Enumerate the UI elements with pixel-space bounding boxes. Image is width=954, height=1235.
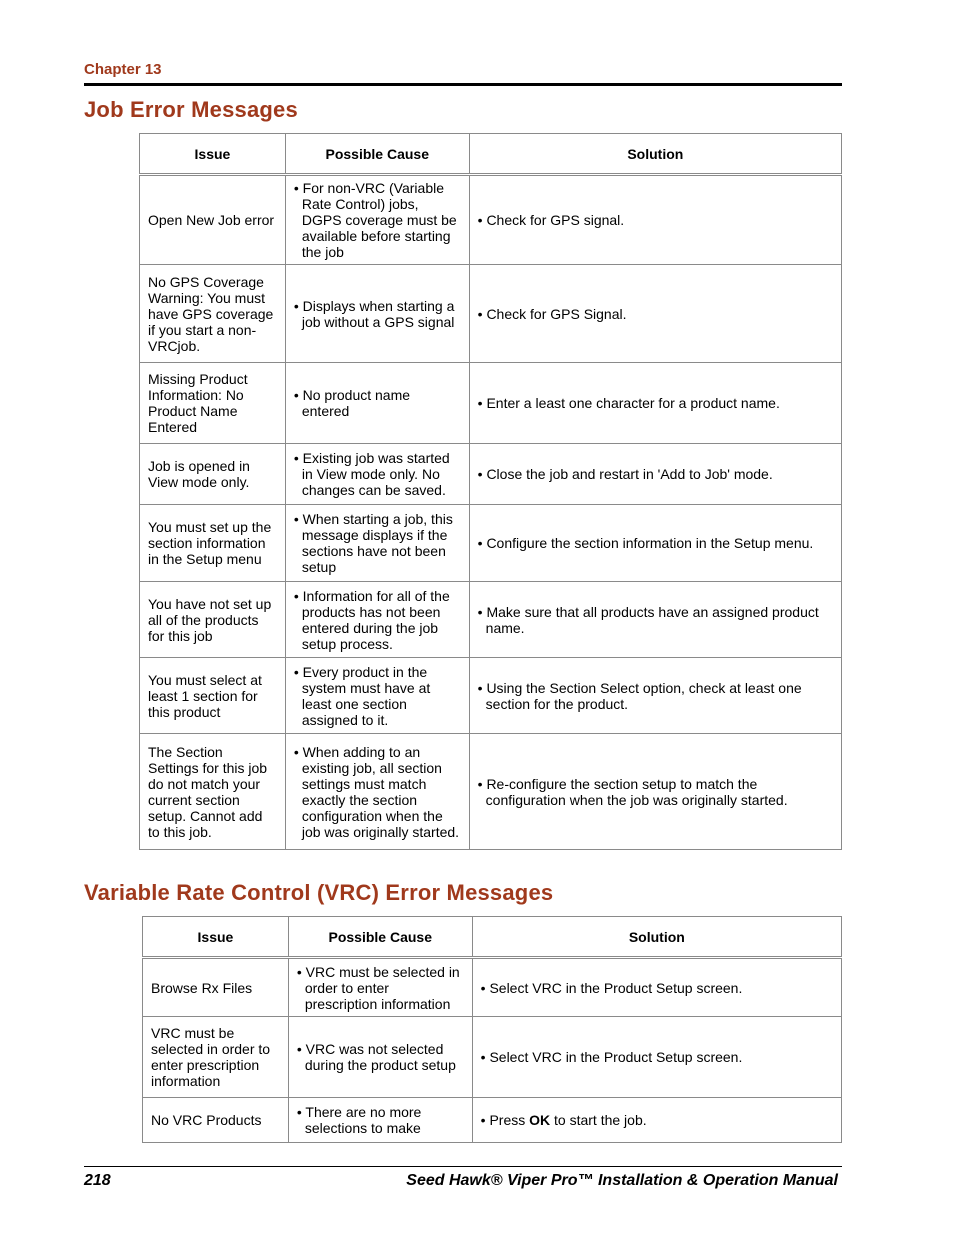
table-row	[140, 582, 842, 658]
table-row	[143, 1098, 842, 1143]
vrc-error-table	[142, 916, 842, 1143]
solution-cell: • Check for GPS Signal.	[477, 305, 627, 322]
issue-cell: No VRC Products	[143, 1098, 289, 1143]
solution-cell: • Enter a least one character for a product name.	[477, 395, 780, 411]
solution-cell: • Select VRC in the Product Setup screen.	[480, 979, 743, 996]
cause-cell: • No product name entered	[293, 387, 411, 419]
cause-cell: • Displays when starting a job without a GPS signal	[293, 297, 455, 330]
column-header-issue: Issue	[143, 917, 289, 958]
issue-cell: Missing Product Information: No Product Name Entered	[140, 363, 286, 444]
column-header-solution: Solution	[469, 134, 841, 175]
solution-cell: • Check for GPS signal.	[477, 212, 625, 228]
solution-cell: • Configure the section information in the Setup menu.	[477, 535, 814, 551]
cause-cell: • When adding to an existing job, all section settings must match exactly the section configuration when the job was originally started.	[293, 743, 460, 840]
issue-cell: Job is opened in View mode only.	[140, 444, 286, 505]
footer-rule	[84, 1166, 842, 1167]
table-row	[140, 658, 842, 734]
table-row	[143, 1017, 842, 1098]
issue-cell: You must set up the section information in the Setup menu	[140, 505, 286, 582]
solution-prefix: • Press	[480, 1112, 530, 1128]
cause-cell: • For non-VRC (Variable Rate Control) jobs, DGPS coverage must be available before starting the job	[293, 180, 457, 260]
column-header-cause: Possible Cause	[288, 917, 472, 958]
manual-title: Seed Hawk® Viper Pro™ Installation & Operation Manual	[406, 1172, 838, 1189]
issue-cell: You must select at least 1 section for this product	[140, 658, 286, 734]
job-errors-title: Job Error Messages	[84, 97, 298, 122]
issue-cell: The Section Settings for this job do not match your current section setup. Cannot add to this job.	[140, 734, 286, 850]
table-header-row	[143, 917, 842, 958]
chapter-label: Chapter 13	[84, 61, 162, 78]
cause-cell: • When starting a job, this message displays if the sections have not been setup	[293, 511, 453, 575]
job-error-table	[139, 133, 842, 850]
page-number: 218	[84, 1172, 111, 1189]
cause-cell: • Information for all of the products has not been entered during the job setup process.	[293, 587, 450, 652]
vrc-errors-title: Variable Rate Control (VRC) Error Messages	[84, 880, 554, 905]
solution-cell: • Using the Section Select option, check at least one section for the product.	[477, 679, 802, 712]
cause-cell: • Every product in the system must have at least one section assigned to it.	[293, 663, 431, 728]
ok-key-label: OK	[529, 1112, 551, 1128]
issue-cell: You have not set up all of the products for this job	[140, 582, 286, 658]
cause-cell: • Existing job was started in View mode only. No changes can be saved.	[293, 450, 450, 498]
table-row	[140, 444, 842, 505]
column-header-issue: Issue	[140, 134, 286, 175]
solution-cell: • Make sure that all products have an assigned product name.	[477, 603, 819, 636]
table-row	[140, 175, 842, 265]
column-header-solution: Solution	[472, 917, 841, 958]
solution-cell: • Re-configure the section setup to match the configuration when the job was originally started.	[477, 775, 788, 808]
issue-cell: VRC must be selected in order to enter prescription information	[143, 1017, 289, 1098]
cause-cell: • There are no more selections to make	[296, 1104, 422, 1136]
solution-suffix: to start the job.	[550, 1112, 647, 1128]
table-row	[140, 505, 842, 582]
solution-cell: • Close the job and restart in 'Add to Job' mode.	[477, 466, 773, 482]
issue-cell: No GPS Coverage Warning: You must have GPS coverage if you start a non-VRCjob.	[140, 265, 286, 363]
issue-cell: Browse Rx Files	[143, 958, 289, 1017]
table-row	[143, 958, 842, 1017]
table-row	[140, 734, 842, 850]
table-row	[140, 265, 842, 363]
header-rule	[84, 83, 842, 86]
cause-cell: • VRC must be selected in order to enter prescription information	[296, 963, 460, 1012]
table-header-row	[140, 134, 842, 175]
column-header-cause: Possible Cause	[285, 134, 469, 175]
solution-cell: • Select VRC in the Product Setup screen.	[480, 1049, 743, 1065]
solution-cell	[481, 1112, 833, 1128]
issue-cell: Open New Job error	[140, 175, 286, 265]
table-row	[140, 363, 842, 444]
cause-cell: • VRC was not selected during the product setup	[296, 1041, 456, 1073]
